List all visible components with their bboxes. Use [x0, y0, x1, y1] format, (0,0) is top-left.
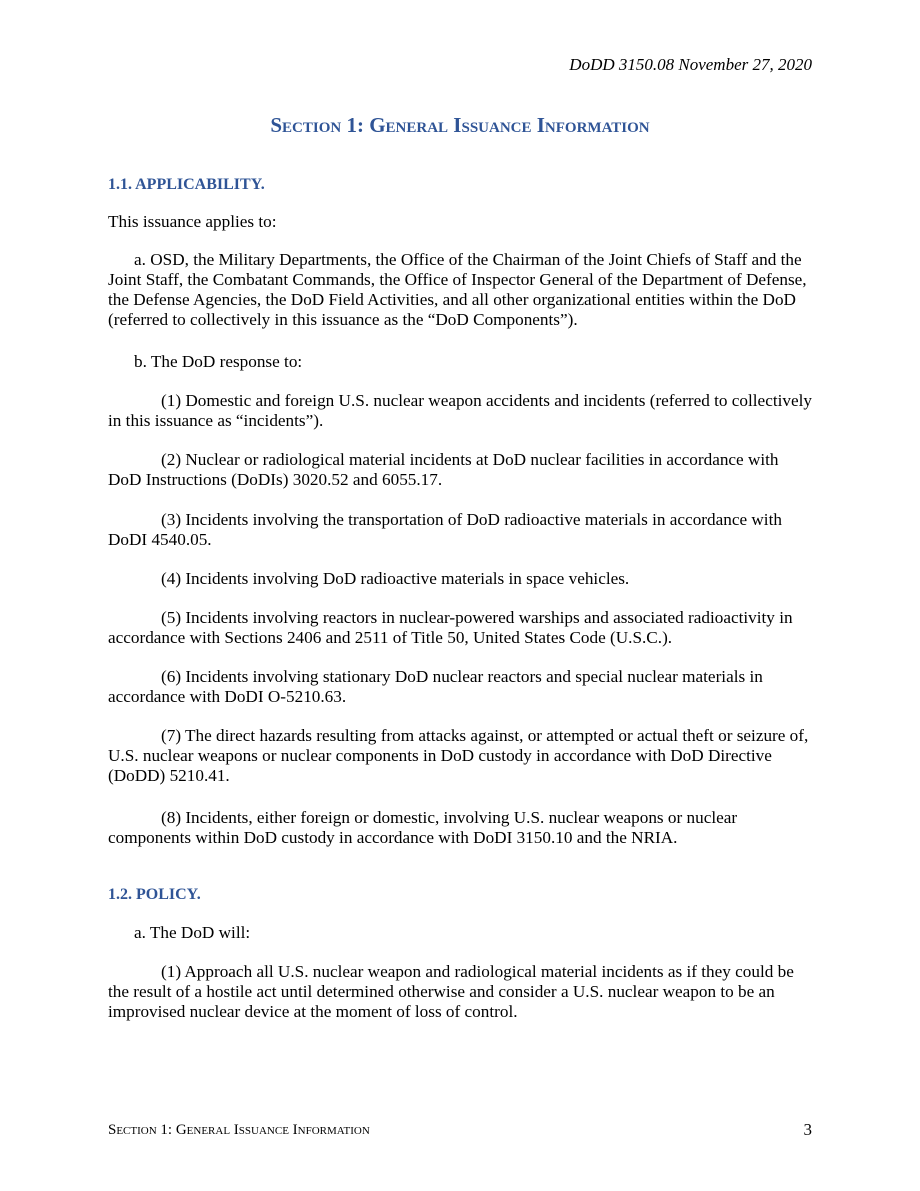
applicability-item-a: a. OSD, the Military Departments, the Office of the Chairman of the Joint Chiefs of Staff and the Joint Staff, the Combatant Commands, the Office of Inspector General of the Department of Defense, the Defense Agencies, the DoD Field Activities, and all other organizational entities within the DoD (referred to collectively in this issuance as the “DoD Components”). [108, 250, 807, 329]
footer-section-label: Section 1: General Issuance Information [108, 1122, 370, 1138]
policy-heading: 1.2. POLICY. [108, 886, 201, 903]
section-title: Section 1: General Issuance Information [270, 113, 650, 137]
applicability-subitem-4: (4) Incidents involving DoD radioactive materials in space vehicles. [161, 569, 630, 588]
applicability-intro: This issuance applies to: [108, 212, 277, 231]
policy-subitem-1: (1) Approach all U.S. nuclear weapon and radiological material incidents as if they could be the result of a hostile act until determined otherwise and consider a U.S. nuclear weapon to be an improvised nuclear device at the moment of loss of control. [108, 962, 794, 1021]
policy-item-a: a. The DoD will: [134, 923, 251, 942]
applicability-heading: 1.1. APPLICABILITY. [108, 176, 265, 193]
applicability-subitem-5: (5) Incidents involving reactors in nuclear-powered warships and associated radioactivity in accordance with Sections 2406 and 2511 of Title 50, United States Code (U.S.C.). [108, 608, 793, 647]
applicability-subitem-1: (1) Domestic and foreign U.S. nuclear weapon accidents and incidents (referred to collectively in this issuance as “incidents”). [108, 391, 812, 430]
applicability-subitem-6: (6) Incidents involving stationary DoD nuclear reactors and special nuclear materials in accordance with DoDI O-5210.63. [108, 667, 763, 706]
running-header: DoDD 3150.08 November 27, 2020 [569, 55, 812, 74]
applicability-subitem-3: (3) Incidents involving the transportation of DoD radioactive materials in accordance with DoDI 4540.05. [108, 510, 782, 549]
running-footer [108, 1120, 812, 1140]
applicability-subitem-7: (7) The direct hazards resulting from attacks against, or attempted or actual theft or seizure of, U.S. nuclear weapons or nuclear components in DoD custody in accordance with DoD Directive (DoDD) 5210.41. [108, 726, 809, 785]
applicability-subitem-8: (8) Incidents, either foreign or domestic, involving U.S. nuclear weapons or nuclear components within DoD custody in accordance with DoDI 3150.10 and the NRIA. [108, 808, 738, 847]
applicability-subitem-2: (2) Nuclear or radiological material incidents at DoD nuclear facilities in accordance with DoD Instructions (DoDIs) 3020.52 and 6055.17. [108, 450, 779, 489]
applicability-item-b: b. The DoD response to: [134, 352, 303, 371]
page-number: 3 [803, 1120, 812, 1139]
